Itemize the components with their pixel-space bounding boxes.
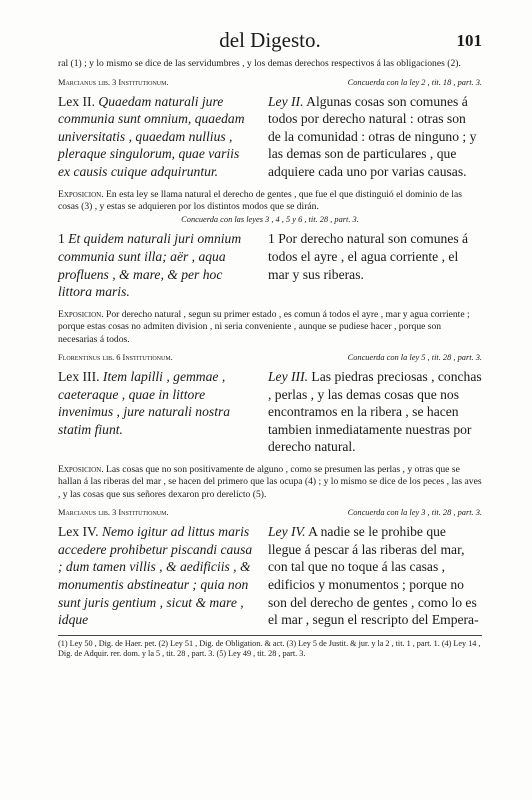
latin-text: Nemo igitur ad littus maris accedere prohibetur piscandi causa ; dum tamen villis , & aedificiis , & monumentis abstineatur ; quia non sunt juris gentium , sicut & mare , idque [58,524,253,628]
latin-text: Et quidem naturali juri omnium communia sunt illa; aër , aqua profluens , & mare, & per hoc littora maris. [58,231,242,300]
exposition-text: En esta ley se llama natural el derecho de gentes , que fue el que distinguió el dominio de las cosas (3) , y estas se adquieren por los distintos modos que se dirán. [58,188,462,212]
source-label: Marcianus lib. 3 Institutionum. [58,77,169,87]
spanish-heading: Ley II. [268,93,304,109]
exposition-text: Las cosas que no son positivamente de alguno , como se presumen las perlas , y otras que se hallan á las riberas del mar , se hacen del primero que las ocupa (4) ; y lo mismo se dice de los peces , las aves , y las cosas que sus señores dexaron pro derelicto (5). [58,463,482,500]
latin-column [58,368,254,456]
source-label: Marcianus lib. 3 Institutionum. [58,508,169,518]
page [58,28,482,660]
spanish-column [268,93,482,181]
latin-column [58,93,254,181]
law-columns [58,230,482,300]
spanish-text: Algunas cosas son comunes á todos por derecho natural : otras son de la comunidad : otras de ninguno ; y las demas son de particulares , que adquiere cada uno por varias causas. [268,93,477,179]
latin-column [58,523,254,629]
spanish-heading: 1 [268,231,275,247]
spanish-column [268,230,482,300]
latin-heading: Lex III. [58,368,100,384]
law-columns [58,93,482,181]
spanish-text: Las piedras preciosas , conchas , perlas , y las demas cosas que nos encontramos en la ribera , se hacen tambien inmediatamente nuestras por derecho natural. [268,368,482,455]
spanish-text: Por derecho natural son comunes á todos el ayre , el agua corriente , el mar y sus riberas. [268,231,469,282]
law-columns [58,368,482,456]
page-header [58,28,482,58]
latin-heading: Lex II. [58,93,95,109]
spanish-column [268,523,482,629]
footnote-divider [58,635,482,636]
source-row [58,353,482,362]
concord-label: Concuerda con la ley 5 , tit. 28 , part. 3. [347,352,482,362]
spanish-heading: Ley III. [268,368,309,384]
exposition [58,189,482,214]
latin-heading: Lex IV. [58,524,99,540]
source-row [58,78,482,87]
spanish-text: A nadie se le prohibe que llegue á pescar á las riberas del mar, con tal que no toque á las casas , edificios y monumentos ; porque no son del derecho de gentes , como lo es el mar , segun el rescripto del Empera- [268,524,479,628]
running-title: del Digesto. [219,28,321,52]
source-label: Florentinus lib. 6 Institutionum. [58,352,173,362]
law-columns [58,523,482,629]
source-row [58,508,482,517]
latin-heading: 1 [58,231,65,247]
exposition-text: Por derecho natural , segun su primer estado , es comun á todos el ayre , mar y agua corriente ; porque estas cosas no admiten division , ni seria conveniente , aunque se pudiese hacer , porque son necesarias á todos. [58,308,470,345]
exposition-label: Exposicion. [58,308,104,320]
exposition-label: Exposicion. [58,188,104,200]
top-text: ral (1) ; y lo mismo se dice de las servidumbres , y los demas derechos respectivos á las obligaciones (2). [58,58,461,69]
exposition [58,464,482,501]
latin-text: Quaedam naturali jure communia sunt omnium, quaedam universitatis , quaedam nullius , pleraque singulorum, quae variis ex causis cuique adquiruntur. [58,93,245,179]
latin-column [58,230,254,300]
exposition [58,309,482,346]
concord-label: Concuerda con la ley 2 , tit. 18 , part. 3. [347,77,482,87]
exposition-label: Exposicion. [58,463,104,475]
latin-text: Item lapilli , gemmae , caeteraque , quae in littore invenimus , jure naturali nostra statim fiunt. [58,368,231,437]
spanish-heading: Ley IV. [268,524,306,540]
spanish-column [268,368,482,456]
concord-label: Concuerda con la ley 3 , tit. 28 , part. 3. [347,508,482,518]
footnotes: (1) Ley 50 , Dig. de Haer. pet. (2) Ley 51 , Dig. de Obligation. & act. (3) Ley 5 de Justit. & jur. y la 2 , tit. 1 , part. 1. (4) Ley 14 , Dig. de Adquir. rer. dom. y la 5 , tit. 28 , part. 3. (5) Ley 49 , tit. 28 , part. 3. [58,638,481,659]
exposition-concord: Concuerda con las leyes 3 , 4 , 5 y 6 , tit. 28 , part. 3. [181,215,359,225]
page-number: 101 [456,31,482,50]
